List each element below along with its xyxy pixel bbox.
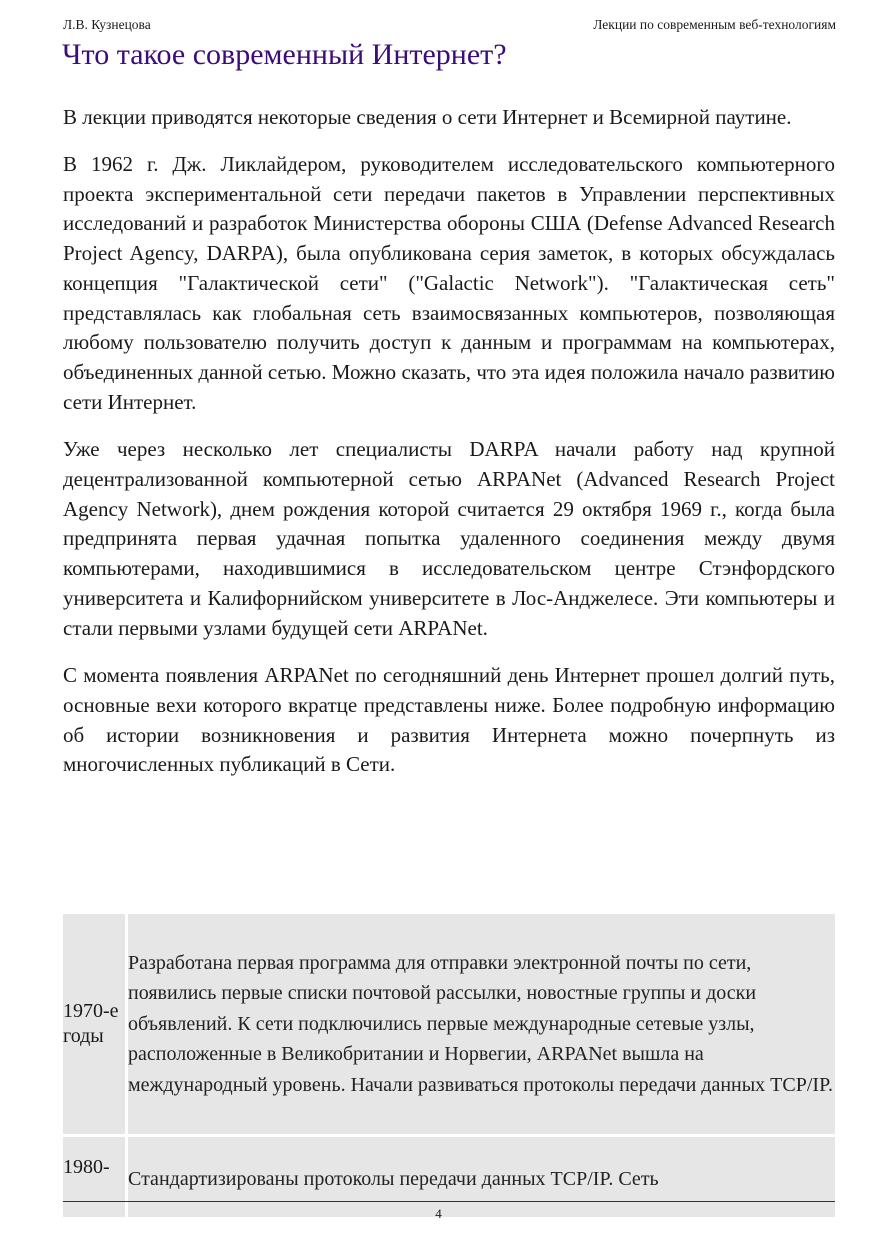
header-author: Л.В. Кузнецова [63,17,151,32]
timeline-period: 1980- [63,1137,128,1217]
timeline-description: Стандартизированы протоколы передачи данных TCP/IP. Сеть [128,1137,835,1217]
lecture-body [63,102,835,780]
page-title: Что такое современный Интернет? [62,38,507,71]
table-row [63,1137,835,1217]
paragraph-milestones: С момента появления ARPANet по сегодняшний день Интернет прошел долгий путь, основные вехи которого вкратце представлены ниже. Более подробную информацию об истории возникновения и развития Интернета можно почерпнуть из многочисленных публикаций в Сети. [63,663,835,777]
footer-divider [63,1201,835,1202]
intro-paragraph: В лекции приводятся некоторые сведения о сети Интернет и Всемирной паутине. [63,105,792,129]
timeline-description: Разработана первая программа для отправки электронной почты по сети, появились первые списки почтовой рассылки, новостные группы и доски объявлений. К сети подключились первые международные сетевые узлы, расположенные в Великобритании и Норвегии, ARPANet вышла на международный уровень. Начали развиваться протоколы передачи данных TCP/IP. [128,914,835,1137]
timeline-period: 1970-е годы [63,914,128,1137]
timeline-table [63,914,835,1217]
header-course-title: Лекции по современным веб-технологиям [593,17,836,32]
paragraph-arpanet: Уже через несколько лет специалисты DARPA начали работу над крупной децентрализованной компьютерной сетью ARPANet (Advanced Research Project Agency Network), днем рождения которой считается 29 октября 1969 г., когда была предпринята первая удачная попытка удаленного соединения между двумя компьютерами, находившимися в исследовательском центре Стэнфордского университета и Калифорнийском университете в Лос-Анджелесе. Эти компьютеры и стали первыми узлами будущей сети ARPANet. [63,437,835,640]
page-number: 4 [435,1206,442,1221]
table-row [63,914,835,1137]
paragraph-galactic-network: В 1962 г. Дж. Ликлайдером, руководителем исследовательского компьютерного проекта экспериментальной сети передачи пакетов в Управлении перспективных исследований и разработок Министерства обороны США (Defense Advanced Research Project Agency, DARPA), была опубликована серия заметок, в которых обсуждалась концепция "Галактической сети" ("Galactic Network"). "Галактическая сеть" представлялась как глобальная сеть взаимосвязанных компьютеров, позволяющая любому пользователю получить доступ к данным и программам на компьютерах, объединенных данной сетью. Можно сказать, что эта идея положила начало развитию сети Интернет. [63,152,835,414]
